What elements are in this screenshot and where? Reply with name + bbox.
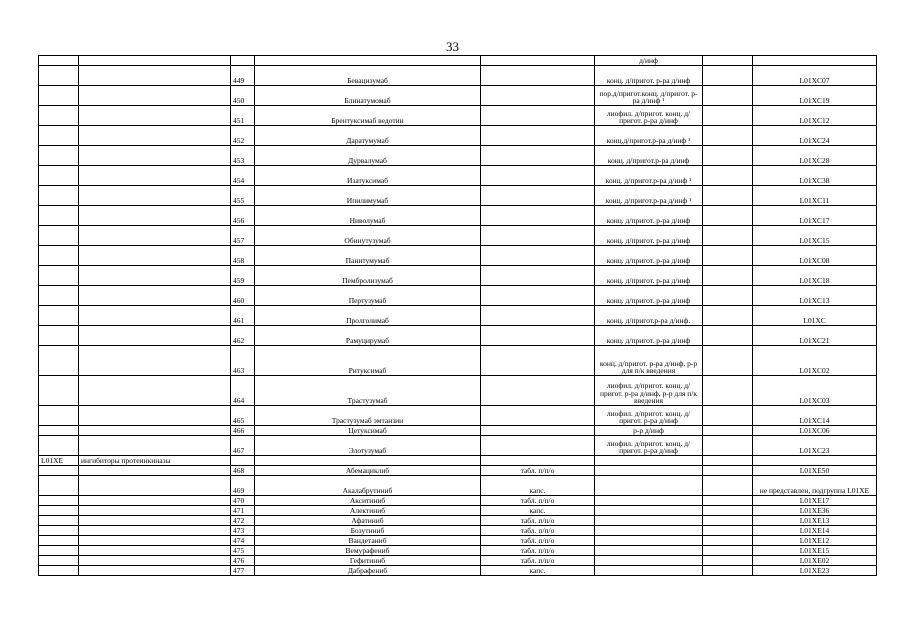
atc-group-code-cell [39, 56, 79, 66]
atc-code-cell: L01XC23 [753, 436, 877, 456]
drug-name-cell: Изатуксимаб [255, 166, 481, 186]
atc-code-cell: L01XC28 [753, 146, 877, 166]
extra-form-cell [703, 546, 753, 556]
atc-code-cell [753, 456, 877, 466]
atc-code-cell: L01XC02 [753, 346, 877, 376]
row-number-cell [231, 456, 255, 466]
row-number-cell: 468 [231, 466, 255, 476]
tablet-form-cell [481, 146, 595, 166]
solution-form-cell: конц. д/пригот.р-ра д/инф ¹ [595, 186, 703, 206]
solution-form-cell: конц. д/пригот.р-ра д/инф [595, 146, 703, 166]
table-row [39, 436, 877, 456]
atc-group-code-cell [39, 546, 79, 556]
extra-form-cell [703, 436, 753, 456]
drug-name-cell: Трастузумаб [255, 376, 481, 406]
extra-form-cell [703, 246, 753, 266]
extra-form-cell [703, 146, 753, 166]
atc-group-code-cell [39, 66, 79, 86]
atc-code-cell: L01XE12 [753, 536, 877, 546]
drug-name-cell: Ипилимумаб [255, 186, 481, 206]
table-row [39, 466, 877, 476]
extra-form-cell [703, 556, 753, 566]
tablet-form-cell [481, 456, 595, 466]
atc-group-name-cell [79, 516, 231, 526]
tablet-form-cell [481, 406, 595, 426]
atc-group-code-cell [39, 556, 79, 566]
solution-form-cell: конц. д/пригот. р-ра д/инф [595, 66, 703, 86]
atc-group-name-cell [79, 426, 231, 436]
atc-code-cell: L01XC12 [753, 106, 877, 126]
table-row [39, 456, 877, 466]
atc-group-name-cell [79, 556, 231, 566]
row-number-cell: 464 [231, 376, 255, 406]
atc-group-name-cell [79, 206, 231, 226]
drug-name-cell: Блинатумомаб [255, 86, 481, 106]
table-row [39, 496, 877, 506]
row-number-cell: 451 [231, 106, 255, 126]
table-row [39, 286, 877, 306]
tablet-form-cell: капс. [481, 566, 595, 576]
solution-form-cell: конц. д/пригот. р-ра д/инф [595, 326, 703, 346]
solution-form-cell: р-р д/инф [595, 426, 703, 436]
table-row [39, 66, 877, 86]
table-row [39, 506, 877, 516]
atc-group-code-cell [39, 86, 79, 106]
solution-form-cell [595, 466, 703, 476]
atc-code-cell: L01XE36 [753, 506, 877, 516]
tablet-form-cell: табл. п/п/о [481, 496, 595, 506]
atc-group-name-cell [79, 66, 231, 86]
atc-group-code-cell [39, 406, 79, 426]
tablet-form-cell [481, 126, 595, 146]
solution-form-cell: конц. д/пригот. р-ра д/инф, р-р для п/к введения [595, 346, 703, 376]
atc-group-name-cell [79, 526, 231, 536]
row-number-cell: 466 [231, 426, 255, 436]
tablet-form-cell: табл. п/п/о [481, 516, 595, 526]
table-row [39, 266, 877, 286]
drug-name-cell: Вемурафениб [255, 546, 481, 556]
atc-group-name-cell [79, 246, 231, 266]
tablet-form-cell [481, 436, 595, 456]
atc-group-name-cell [79, 376, 231, 406]
atc-code-cell: L01XC11 [753, 186, 877, 206]
drug-name-cell: Пембролизумаб [255, 266, 481, 286]
tablet-form-cell [481, 66, 595, 86]
row-number-cell: 472 [231, 516, 255, 526]
row-number-cell: 454 [231, 166, 255, 186]
atc-group-code-cell [39, 466, 79, 476]
row-number-cell: 455 [231, 186, 255, 206]
tablet-form-cell [481, 306, 595, 326]
table-row [39, 526, 877, 536]
extra-form-cell [703, 506, 753, 516]
atc-group-name-cell [79, 406, 231, 426]
atc-group-code-cell [39, 346, 79, 376]
tablet-form-cell [481, 226, 595, 246]
table-row [39, 476, 877, 496]
drug-name-cell: Бозутиниб [255, 526, 481, 536]
row-number-cell [231, 56, 255, 66]
solution-form-cell: лиофил. д/пригот. конц. д/пригот. р-ра д/инф, р-р для п/к введения [595, 376, 703, 406]
tablet-form-cell: табл. п/п/о [481, 556, 595, 566]
row-number-cell: 449 [231, 66, 255, 86]
drug-name-cell: Панитумумаб [255, 246, 481, 266]
extra-form-cell [703, 266, 753, 286]
tablet-form-cell [481, 266, 595, 286]
row-number-cell: 471 [231, 506, 255, 516]
atc-group-code-cell [39, 476, 79, 496]
solution-form-cell: лиофил. д/пригот. конц. д/пригот. р-ра д/инф [595, 106, 703, 126]
solution-form-cell [595, 566, 703, 576]
row-number-cell: 457 [231, 226, 255, 246]
table-row [39, 566, 877, 576]
solution-form-cell: конц. д/пригот. р-ра д/инф [595, 266, 703, 286]
extra-form-cell [703, 106, 753, 126]
atc-group-code-cell [39, 146, 79, 166]
row-number-cell: 477 [231, 566, 255, 576]
tablet-form-cell [481, 206, 595, 226]
solution-form-cell: конц. д/пригот.р-ра д/инф ¹ [595, 166, 703, 186]
table-row [39, 536, 877, 546]
tablet-form-cell: табл. п/п/о [481, 546, 595, 556]
atc-group-code-cell [39, 506, 79, 516]
atc-code-cell: L01XC13 [753, 286, 877, 306]
solution-form-cell [595, 526, 703, 536]
atc-group-code-cell [39, 426, 79, 436]
solution-form-cell [595, 556, 703, 566]
atc-code-cell [753, 56, 877, 66]
atc-group-name-cell [79, 546, 231, 556]
row-number-cell: 474 [231, 536, 255, 546]
extra-form-cell [703, 566, 753, 576]
extra-form-cell [703, 56, 753, 66]
tablet-form-cell [481, 186, 595, 206]
solution-form-cell [595, 496, 703, 506]
solution-form-cell: конц. д/пригот.р-ра д/инф. [595, 306, 703, 326]
atc-group-code-cell [39, 306, 79, 326]
table-row [39, 86, 877, 106]
row-number-cell: 460 [231, 286, 255, 306]
drug-name-cell: Элотузумаб [255, 436, 481, 456]
drug-name-cell: Рамуцирумаб [255, 326, 481, 346]
drug-name-cell: Даратумумаб [255, 126, 481, 146]
drug-name-cell: Вандетаниб [255, 536, 481, 546]
atc-group-name-cell [79, 106, 231, 126]
solution-form-cell: конц. д/пригот. р-ра д/инф [595, 286, 703, 306]
atc-group-name-cell [79, 226, 231, 246]
drug-name-cell: Цетуксимаб [255, 426, 481, 436]
row-number-cell: 470 [231, 496, 255, 506]
extra-form-cell [703, 226, 753, 246]
atc-group-code-cell [39, 286, 79, 306]
table-body [39, 56, 877, 576]
drug-name-cell: Алектиниб [255, 506, 481, 516]
drug-name-cell: Пролголимаб [255, 306, 481, 326]
atc-code-cell: L01XE02 [753, 556, 877, 566]
atc-group-code-cell [39, 266, 79, 286]
atc-code-cell: L01XE13 [753, 516, 877, 526]
row-number-cell: 453 [231, 146, 255, 166]
atc-group-name-cell [79, 536, 231, 546]
drug-name-cell: Трастузумаб эмтанзин [255, 406, 481, 426]
drug-name-cell: Брентуксимаб ведотин [255, 106, 481, 126]
solution-form-cell [595, 516, 703, 526]
extra-form-cell [703, 536, 753, 546]
extra-form-cell [703, 306, 753, 326]
tablet-form-cell: табл. п/п/о [481, 536, 595, 546]
table-row [39, 306, 877, 326]
row-number-cell: 465 [231, 406, 255, 426]
table-row [39, 186, 877, 206]
tablet-form-cell [481, 376, 595, 406]
atc-group-code-cell [39, 226, 79, 246]
atc-group-code-cell [39, 516, 79, 526]
drug-name-cell: Акситиниб [255, 496, 481, 506]
tablet-form-cell: табл. п/п/о [481, 526, 595, 536]
drug-table [38, 55, 877, 576]
solution-form-cell: конц. д/пригот. р-ра д/инф [595, 246, 703, 266]
atc-group-name-cell [79, 436, 231, 456]
drug-name-cell: Дурвалумаб [255, 146, 481, 166]
table-row [39, 406, 877, 426]
extra-form-cell [703, 186, 753, 206]
atc-code-cell: L01XC19 [753, 86, 877, 106]
extra-form-cell [703, 346, 753, 376]
table-row [39, 376, 877, 406]
atc-group-code-cell: L01XE [39, 456, 79, 466]
tablet-form-cell [481, 326, 595, 346]
extra-form-cell [703, 86, 753, 106]
atc-code-cell: L01XC14 [753, 406, 877, 426]
atc-group-name-cell [79, 126, 231, 146]
tablet-form-cell [481, 286, 595, 306]
atc-group-code-cell [39, 326, 79, 346]
extra-form-cell [703, 126, 753, 146]
atc-code-cell: L01XC03 [753, 376, 877, 406]
tablet-form-cell [481, 56, 595, 66]
atc-code-cell: L01XC21 [753, 326, 877, 346]
drug-name-cell: Пертузумаб [255, 286, 481, 306]
table-row [39, 126, 877, 146]
extra-form-cell [703, 426, 753, 436]
atc-group-code-cell [39, 566, 79, 576]
extra-form-cell [703, 496, 753, 506]
tablet-form-cell [481, 86, 595, 106]
drug-name-cell: Бевацизумаб [255, 66, 481, 86]
tablet-form-cell: табл. п/п/о [481, 466, 595, 476]
atc-group-name-cell [79, 146, 231, 166]
row-number-cell: 450 [231, 86, 255, 106]
solution-form-cell: конц. д/пригот. р-ра д/инф [595, 226, 703, 246]
atc-code-cell: L01XE23 [753, 566, 877, 576]
atc-group-code-cell [39, 526, 79, 536]
drug-name-cell [255, 56, 481, 66]
tablet-form-cell [481, 246, 595, 266]
extra-form-cell [703, 466, 753, 476]
atc-group-name-cell [79, 346, 231, 376]
atc-group-name-cell [79, 506, 231, 516]
atc-code-cell: L01XC07 [753, 66, 877, 86]
tablet-form-cell [481, 346, 595, 376]
atc-group-code-cell [39, 166, 79, 186]
table-row [39, 556, 877, 566]
atc-group-name-cell [79, 56, 231, 66]
atc-group-code-cell [39, 206, 79, 226]
solution-form-cell: лиофил. д/пригот. конц. д/пригот. р-ра д/инф [595, 436, 703, 456]
extra-form-cell [703, 456, 753, 466]
atc-code-cell: L01XC24 [753, 126, 877, 146]
row-number-cell: 452 [231, 126, 255, 146]
row-number-cell: 463 [231, 346, 255, 376]
atc-group-name-cell [79, 496, 231, 506]
atc-group-name-cell [79, 306, 231, 326]
drug-name-cell: Афатиниб [255, 516, 481, 526]
extra-form-cell [703, 526, 753, 536]
atc-code-cell: L01XC06 [753, 426, 877, 436]
atc-code-cell: L01XE15 [753, 546, 877, 556]
table-row [39, 346, 877, 376]
extra-form-cell [703, 406, 753, 426]
atc-group-name-cell [79, 266, 231, 286]
atc-code-cell: L01XC38 [753, 166, 877, 186]
tablet-form-cell [481, 426, 595, 436]
extra-form-cell [703, 376, 753, 406]
solution-form-cell: конц.д/пригот.р-ра д/инф ¹ [595, 126, 703, 146]
drug-name-cell: Ритуксимаб [255, 346, 481, 376]
table-row [39, 166, 877, 186]
tablet-form-cell [481, 106, 595, 126]
atc-group-name-cell [79, 566, 231, 576]
drug-name-cell: Ниволумаб [255, 206, 481, 226]
atc-group-name-cell [79, 326, 231, 346]
solution-form-cell [595, 476, 703, 496]
row-number-cell: 459 [231, 266, 255, 286]
solution-form-cell [595, 506, 703, 516]
table-row [39, 226, 877, 246]
atc-code-cell: L01XC08 [753, 246, 877, 266]
table-row [39, 106, 877, 126]
atc-code-cell: L01XC17 [753, 206, 877, 226]
table-row [39, 246, 877, 266]
atc-group-code-cell [39, 496, 79, 506]
atc-group-name-cell [79, 286, 231, 306]
drug-name-cell: Обинутузумаб [255, 226, 481, 246]
table-row [39, 546, 877, 556]
extra-form-cell [703, 516, 753, 526]
drug-name-cell: Акалабрутиниб [255, 476, 481, 496]
atc-code-cell: L01XE50 [753, 466, 877, 476]
atc-group-name-cell [79, 466, 231, 476]
row-number-cell: 475 [231, 546, 255, 556]
page-number: 33 [446, 39, 459, 54]
drug-name-cell: Дабрафениб [255, 566, 481, 576]
atc-group-code-cell [39, 186, 79, 206]
tablet-form-cell [481, 166, 595, 186]
extra-form-cell [703, 206, 753, 226]
row-number-cell: 469 [231, 476, 255, 496]
table-row [39, 56, 877, 66]
table-row [39, 326, 877, 346]
atc-code-cell: L01XC18 [753, 266, 877, 286]
tablet-form-cell: капс. [481, 476, 595, 496]
extra-form-cell [703, 166, 753, 186]
drug-name-cell: Гефитиниб [255, 556, 481, 566]
atc-group-code-cell [39, 246, 79, 266]
solution-form-cell: конц. д/пригот. р-ра д/инф [595, 206, 703, 226]
atc-group-code-cell [39, 536, 79, 546]
row-number-cell: 473 [231, 526, 255, 536]
row-number-cell: 456 [231, 206, 255, 226]
solution-form-cell: пор.д/пригот.конц. д/пригот. р-ра д/инф ¹ [595, 86, 703, 106]
solution-form-cell [595, 546, 703, 556]
table-row [39, 206, 877, 226]
extra-form-cell [703, 476, 753, 496]
table-row [39, 146, 877, 166]
atc-group-name-cell [79, 166, 231, 186]
extra-form-cell [703, 326, 753, 346]
atc-code-cell: L01XE17 [753, 496, 877, 506]
table-row [39, 426, 877, 436]
table-row [39, 516, 877, 526]
solution-form-cell: лиофил. д/пригот. конц. д/пригот. р-ра д/инф [595, 406, 703, 426]
row-number-cell: 476 [231, 556, 255, 566]
atc-group-name-cell [79, 476, 231, 496]
row-number-cell: 462 [231, 326, 255, 346]
solution-form-cell [595, 536, 703, 546]
drug-name-cell [255, 456, 481, 466]
atc-code-cell: L01XC [753, 306, 877, 326]
tablet-form-cell: капс. [481, 506, 595, 516]
atc-group-name-cell: ингибиторы протеинкиназы [79, 456, 231, 466]
atc-code-cell: L01XC15 [753, 226, 877, 246]
atc-group-code-cell [39, 126, 79, 146]
row-number-cell: 458 [231, 246, 255, 266]
drug-name-cell: Абемациклиб [255, 466, 481, 476]
atc-group-code-cell [39, 376, 79, 406]
atc-group-code-cell [39, 106, 79, 126]
atc-group-code-cell [39, 436, 79, 456]
atc-code-cell: L01XE14 [753, 526, 877, 536]
extra-form-cell [703, 66, 753, 86]
atc-group-name-cell [79, 86, 231, 106]
row-number-cell: 467 [231, 436, 255, 456]
solution-form-cell [595, 456, 703, 466]
atc-group-name-cell [79, 186, 231, 206]
row-number-cell: 461 [231, 306, 255, 326]
extra-form-cell [703, 286, 753, 306]
atc-code-cell: не представлен, подгруппа L01XE [753, 476, 877, 496]
solution-form-cell: д/инф [595, 56, 703, 66]
